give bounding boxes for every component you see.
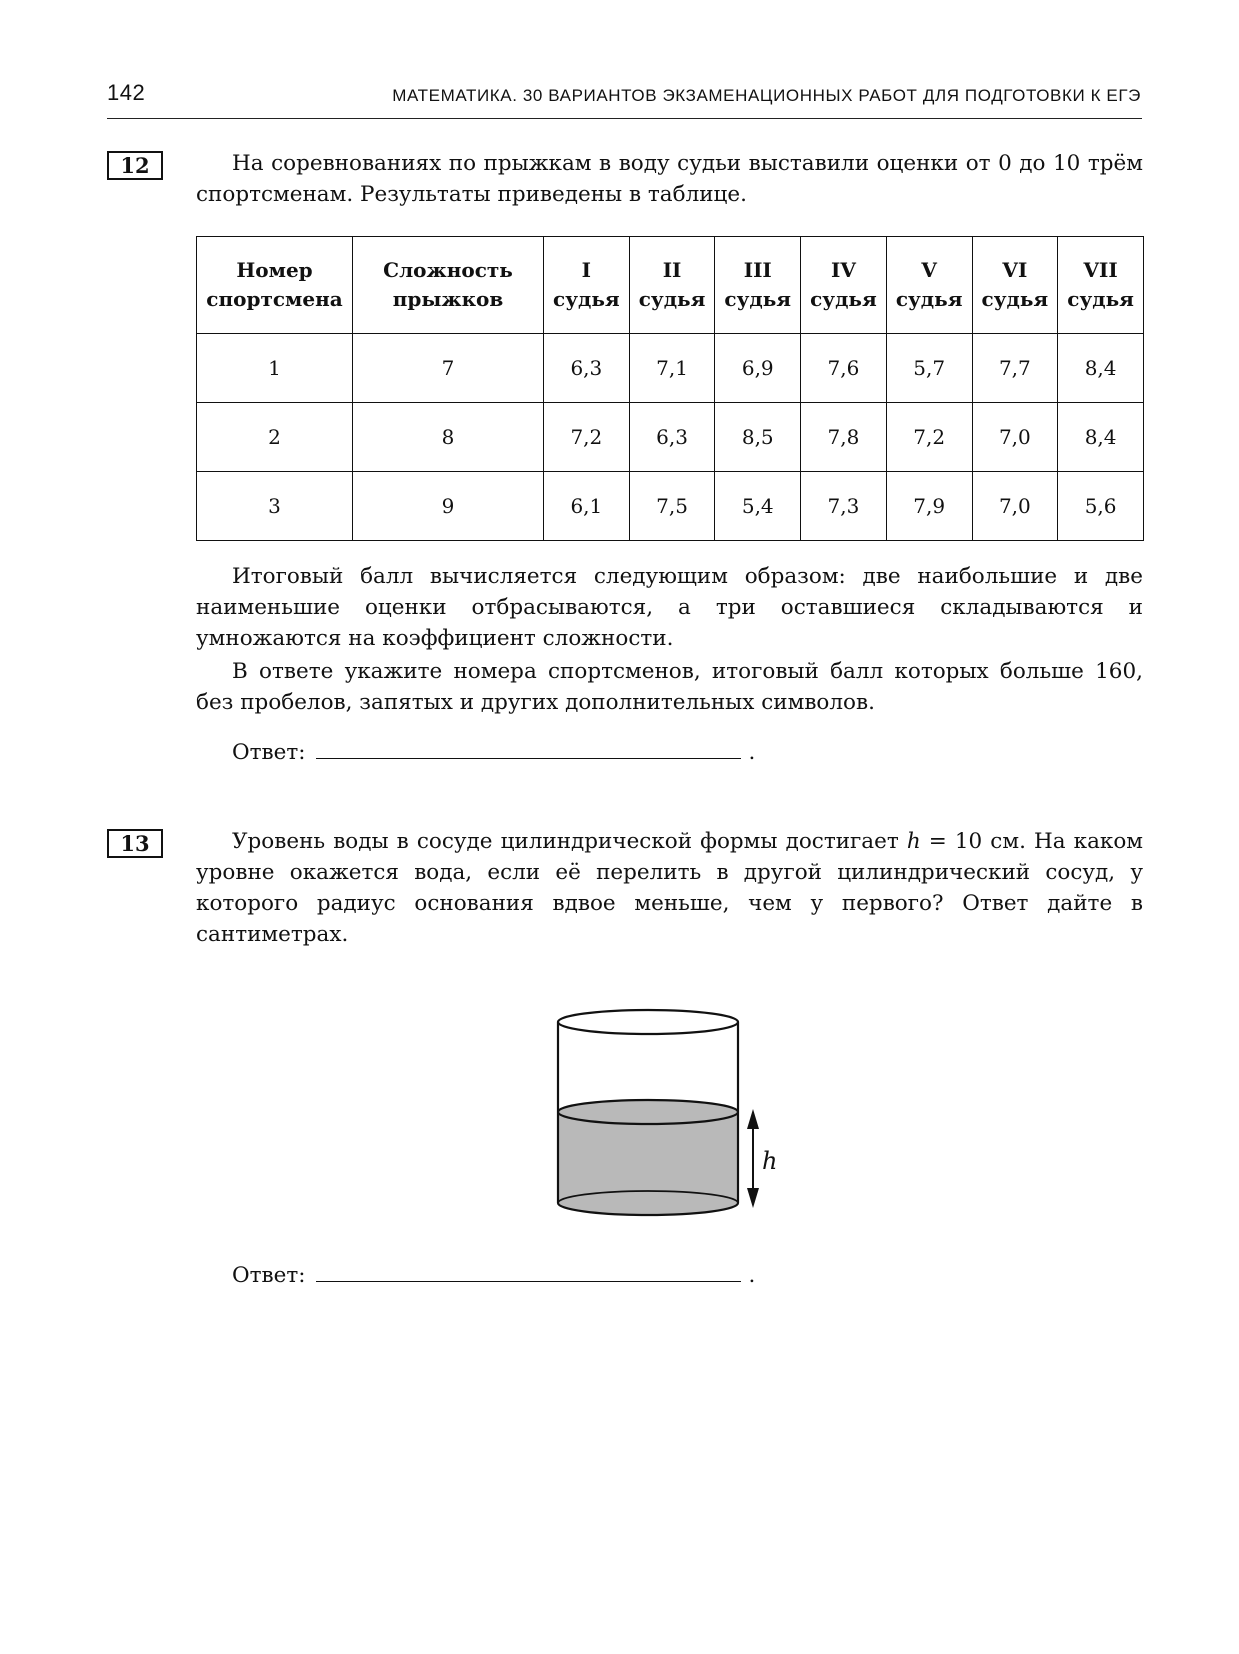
header-bottom: спортсмена: [206, 287, 343, 311]
header-bottom: судья: [724, 287, 792, 311]
answer-dot: .: [748, 740, 756, 765]
task-13-text: [196, 826, 1143, 950]
answer-label: Ответ:: [232, 740, 306, 765]
header-cell: [715, 237, 801, 334]
task-12-number: 12: [107, 151, 163, 180]
header-rule: [107, 118, 1142, 119]
header-top: VI: [1002, 258, 1028, 282]
header-bottom: судья: [553, 287, 620, 311]
header-cell: [801, 237, 887, 334]
answer-line[interactable]: [316, 736, 741, 759]
header-cell: [197, 237, 353, 334]
height-label: h: [762, 1147, 778, 1175]
table-cell: 5,4: [715, 472, 801, 541]
table-cell: 2: [197, 403, 353, 472]
table-cell: 7,1: [629, 334, 715, 403]
header-top: II: [662, 258, 682, 282]
table-cell: 6,1: [544, 472, 630, 541]
height-arrow-down-icon: [747, 1188, 759, 1208]
water-surface: [558, 1100, 738, 1124]
task-13-number: 13: [107, 829, 163, 858]
task-12-rule: Итоговый балл вычисляется следующим образом: две наибольшие и две наименьшие оценки отбрасываются, а три оставшиеся складываются и умножаются на коэффициент сложности.: [196, 564, 1143, 651]
table-cell: 7,2: [544, 403, 630, 472]
header-top: IV: [831, 258, 856, 282]
table-cell: 8,4: [1058, 403, 1144, 472]
header-cell: [544, 237, 630, 334]
answer-label: Ответ:: [232, 1263, 306, 1288]
table-row: [197, 334, 1144, 403]
table-cell: 6,3: [544, 334, 630, 403]
header-top: V: [921, 258, 937, 282]
table-row: [197, 403, 1144, 472]
task-12-intro: На соревнованиях по прыжкам в воду судьи выставили оценки от 0 до 10 трём спортсменам. Результаты приведены в таблице.: [196, 151, 1143, 207]
header-cell: [353, 237, 544, 334]
table-cell: 7,9: [886, 472, 972, 541]
table-cell: 3: [197, 472, 353, 541]
scores-table: [196, 236, 1144, 541]
cylinder-figure: [548, 1005, 788, 1217]
table-cell: 7,3: [801, 472, 887, 541]
answer-dot: .: [748, 1263, 756, 1288]
header-bottom: судья: [638, 287, 706, 311]
task-13-answer: [232, 1259, 755, 1291]
table-cell: 7,7: [972, 334, 1058, 403]
task-13-text-end: = 10 см. На каком уровне окажется вода, если её перелить в другой цилиндрический сосуд, у которого радиус основания вдвое меньше, чем у первого? Ответ дайте в сантиметрах.: [196, 829, 1143, 947]
header-bottom: судья: [981, 287, 1049, 311]
answer-line[interactable]: [316, 1259, 741, 1282]
task-12-question: В ответе укажите номера спортсменов, итоговый балл которых больше 160, без пробелов, запятых и других дополнительных символов.: [196, 659, 1143, 715]
table-cell: 7: [353, 334, 544, 403]
header-bottom: судья: [895, 287, 963, 311]
header-cell: [972, 237, 1058, 334]
table-cell: 6,3: [629, 403, 715, 472]
header-top: Номер: [236, 258, 313, 282]
header-cell: [629, 237, 715, 334]
variable-h: h: [906, 829, 921, 854]
table-cell: 5,6: [1058, 472, 1144, 541]
page-number: 142: [107, 80, 146, 105]
task-12-answer: [232, 736, 755, 768]
header-top: III: [743, 258, 772, 282]
header-top: I: [581, 258, 592, 282]
table-cell: 7,0: [972, 403, 1058, 472]
table-cell: 8,5: [715, 403, 801, 472]
table-cell: 7,6: [801, 334, 887, 403]
header-top: VII: [1083, 258, 1118, 282]
task-13-text-start: Уровень воды в сосуде цилиндрической формы достигает: [232, 829, 907, 854]
header-bottom: прыжков: [392, 287, 504, 311]
header-top: Сложность: [383, 258, 513, 282]
table-cell: 8: [353, 403, 544, 472]
header-bottom: судья: [1067, 287, 1134, 311]
header-cell: [886, 237, 972, 334]
table-cell: 9: [353, 472, 544, 541]
table-cell: 7,0: [972, 472, 1058, 541]
table-cell: 7,5: [629, 472, 715, 541]
cylinder-top-rim: [558, 1010, 738, 1034]
running-header: МАТЕМАТИКА. 30 ВАРИАНТОВ ЭКЗАМЕНАЦИОННЫХ РАБОТ ДЛЯ ПОДГОТОВКИ К ЕГЭ: [392, 86, 1141, 105]
table-cell: 6,9: [715, 334, 801, 403]
table-header-row: [197, 237, 1144, 334]
header-cell: [1058, 237, 1144, 334]
table-cell: 8,4: [1058, 334, 1144, 403]
table-cell: 7,2: [886, 403, 972, 472]
table-cell: 7,8: [801, 403, 887, 472]
header-bottom: судья: [810, 287, 877, 311]
table-cell: 5,7: [886, 334, 972, 403]
table-cell: 1: [197, 334, 353, 403]
table-row: [197, 472, 1144, 541]
height-arrow-up-icon: [747, 1109, 759, 1129]
water-fill: [558, 1112, 738, 1215]
